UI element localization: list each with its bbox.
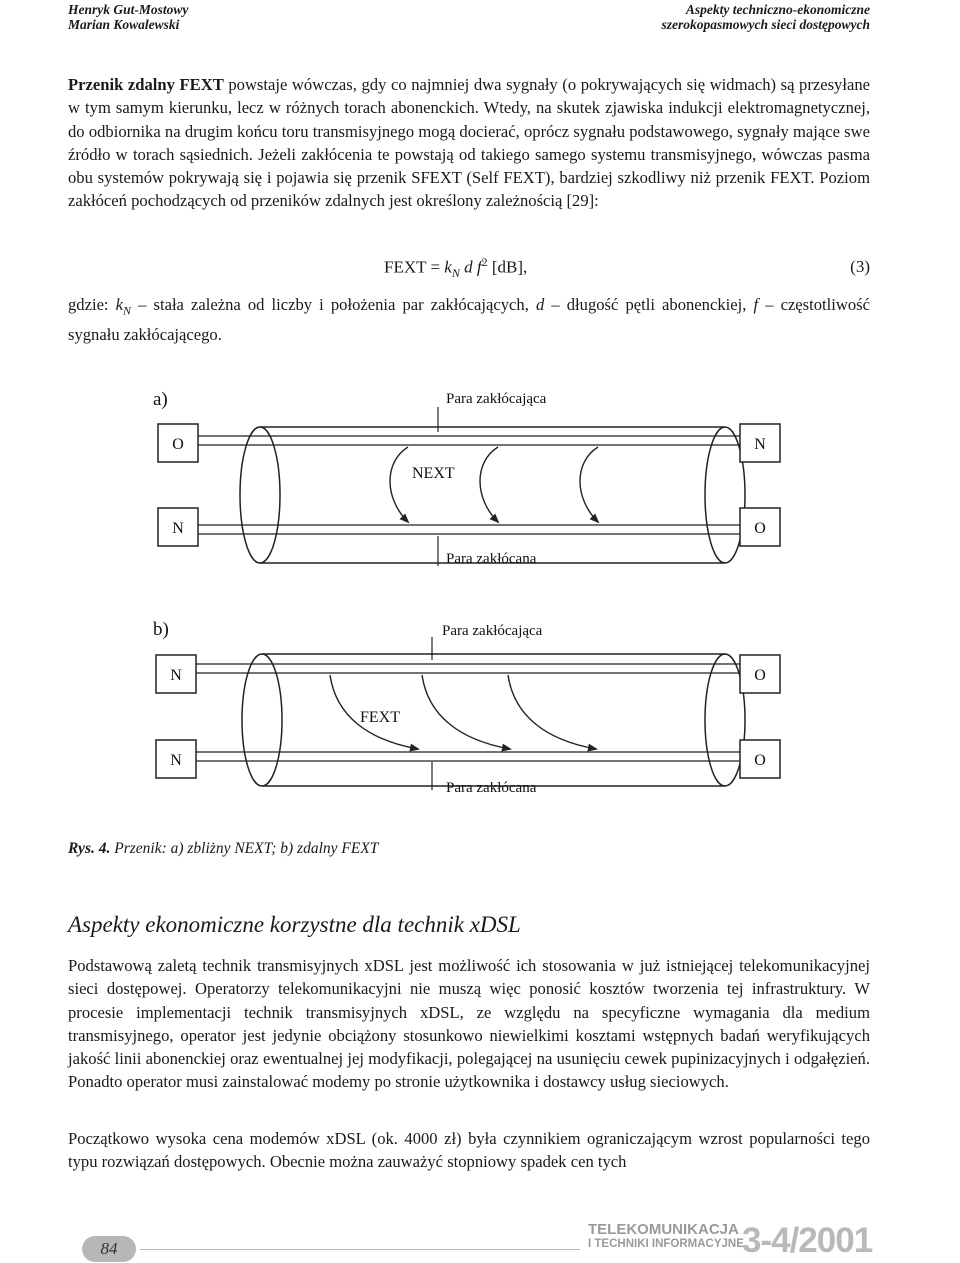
equation-f: f <box>476 257 482 277</box>
paragraph-text: powstaje wówczas, gdy co najmniej dwa sygnały (o pokrywających się widmach) są przesyłane w tym samym kierunku, lecz w różnych torach abonenckich. Wtedy, na skutek zjawiska indukcji elektromagnetycznej, do odbiornika na drugim końcu toru transmisyjnego mogą docierać, oprócz sygnału podstawowego, sygnały mające swe źródło w torach sąsiednich. Jeżeli zakłócenia te powstają od takiego samego systemu transmisyjnego, wówczas pasma obu systemów pokrywają się i pojawia się przenik SFEXT (Self FEXT), bardziej szkodliwy niż przenik FEXT. Poziom zakłóceń pochodzących od przeników zdalnych jest określony zależnością [29]: <box>68 75 870 211</box>
cable-right-end <box>705 654 745 786</box>
journal-name <box>588 1223 744 1251</box>
footer-rule <box>140 1249 580 1250</box>
cable-left-end <box>242 654 282 786</box>
author-name: Henryk Gut-Mostowy <box>68 2 189 17</box>
equation-k-sub: N <box>451 266 460 281</box>
equation-unit: [dB], <box>487 257 528 277</box>
where-k-sub: N <box>123 303 132 318</box>
pair-label-disturbing: Para zakłócająca <box>442 623 543 639</box>
where-text: – stała zależna od liczby i położenia par zakłócających, <box>131 295 536 314</box>
where-d: d <box>535 295 545 314</box>
panel-b-label: b) <box>153 619 169 640</box>
where-intro: gdzie: <box>68 295 116 314</box>
terminal-label: O <box>754 752 766 769</box>
equation-equals: = <box>426 257 445 277</box>
equation-lhs: FEXT <box>384 257 427 277</box>
caption-text: Przenik: a) zbliżny NEXT; b) zdalny FEXT <box>110 840 379 857</box>
figure-caption <box>68 840 378 858</box>
figure-panel-b <box>153 619 780 796</box>
where-text: – częstotliwość sygnału zakłócającego. <box>68 295 870 344</box>
crosstalk-arrow <box>390 447 408 522</box>
equation-number: (3) <box>850 257 870 276</box>
crosstalk-arrow <box>480 447 498 522</box>
terminal-label: O <box>754 667 766 684</box>
issue-number: 3-4/2001 <box>742 1221 873 1260</box>
equation-k: k <box>444 257 452 277</box>
paragraph-modem-cost: Początkowo wysoka cena modemów xDSL (ok. 4000 zł) była czynnikiem ograniczającym wzrost popularności tego typu rozwiązań dostępowych. Obecnie można zauważyć stopniowy spadek cen tych <box>68 1129 870 1172</box>
panel-a-label: a) <box>153 389 168 410</box>
term-fext: Przenik zdalny FEXT <box>68 75 224 94</box>
pair-label-disturbed: Para zakłócana <box>446 551 537 567</box>
journal-name-line: I TECHNIKI INFORMACYJNE <box>588 1238 744 1250</box>
paragraph-economic-advantages: Podstawową zaletą technik transmisyjnych xDSL jest możliwość ich stosowania w już istniejącej telekomunikacyjnej sieci dostępowej. Operatorzy telekomunikacyjni nie muszą więc ponosić kosztów tworzenia tej infrastruktury. W procesie implementacji technik transmisyjnych xDSL, ze względu na specyficzne wymagania dla medium transmisyjnego, operator jest jedynie obciążony stosunkowo niewielkimi kosztami wstępnych badań weryfikujących jakość linii abonenckiej oraz ewentualnej jej modyfikacji, polegającej na usunięciu cewek pupinizacyjnych i odgałęzień. Ponadto operator musi zainstalować modemy po stronie użytkownika i dostawcy usług sieciowych. <box>68 956 870 1092</box>
cable-left-end <box>240 427 280 563</box>
crosstalk-label-fext: FEXT <box>360 709 400 726</box>
crosstalk-arrow <box>508 675 596 749</box>
pair-label-disturbing: Para zakłócająca <box>446 391 547 407</box>
terminal-label: N <box>170 667 182 684</box>
where-f: f <box>753 295 759 314</box>
author-name: Marian Kowalewski <box>68 17 180 32</box>
equation-exponent: 2 <box>481 255 488 269</box>
header-title-line: szerokopasmowych sieci dostępowych <box>661 17 870 32</box>
page-number: 84 <box>82 1236 136 1262</box>
pair-label-disturbed: Para zakłócana <box>446 780 537 796</box>
terminal-label: N <box>172 520 184 537</box>
caption-label: Rys. 4. <box>68 840 111 857</box>
terminal-label: N <box>170 752 182 769</box>
crosstalk-arrow <box>422 675 510 749</box>
terminal-label: O <box>172 436 184 453</box>
figure-panel-a <box>153 389 780 567</box>
journal-name-line: TELEKOMUNIKACJA <box>588 1221 739 1238</box>
cable-right-end <box>705 427 745 563</box>
terminal-label: N <box>754 436 766 453</box>
section-heading: Aspekty ekonomiczne korzystne dla technik xDSL <box>68 912 521 937</box>
where-k: k <box>115 295 124 314</box>
crosstalk-label-next: NEXT <box>412 465 455 482</box>
equation-d: d <box>459 257 477 277</box>
crosstalk-arrow <box>580 447 598 522</box>
where-text: – długość pętli abonenckiej, <box>544 295 754 314</box>
terminal-label: O <box>754 520 766 537</box>
header-title-line: Aspekty techniczno-ekonomiczne <box>685 2 870 17</box>
